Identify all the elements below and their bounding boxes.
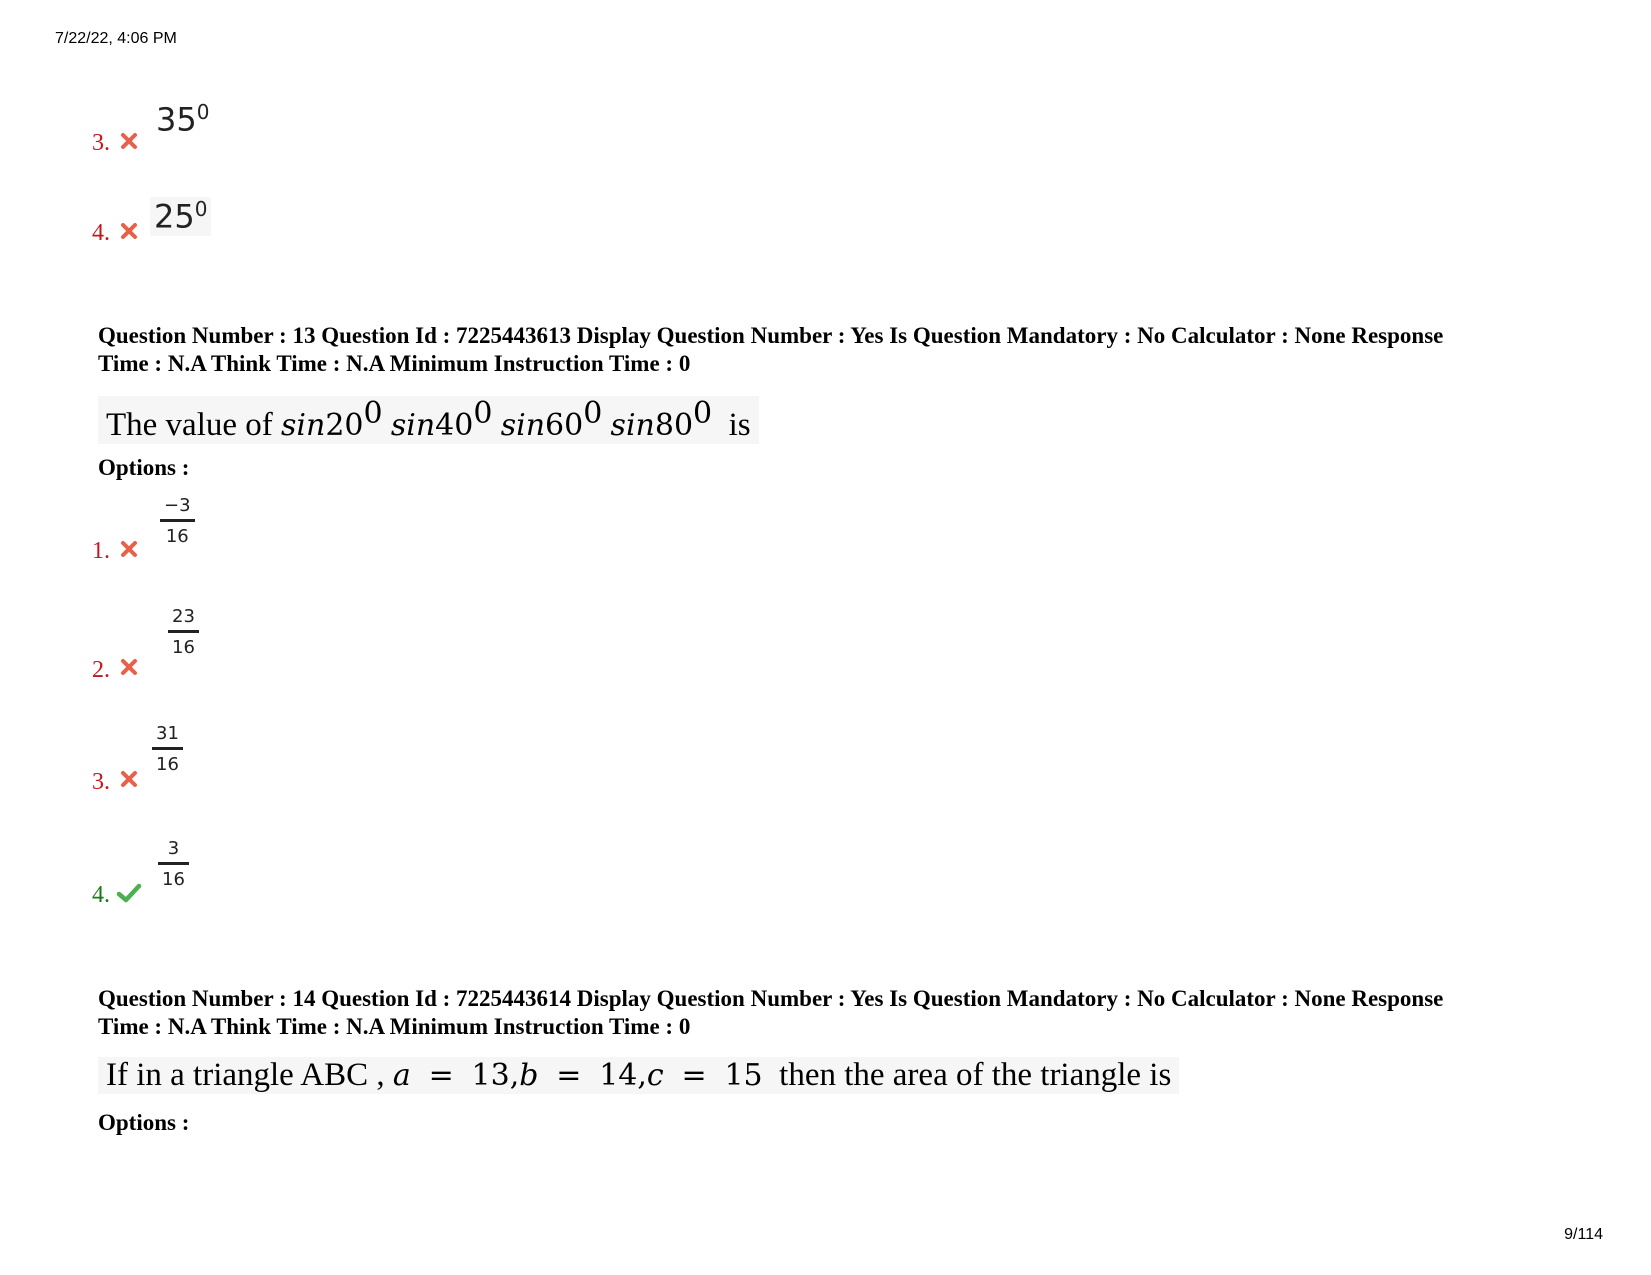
option-number: 4. [92,882,110,908]
option-answer: $35^0$ [156,100,210,139]
page-number: 9/114 [1564,1226,1603,1243]
question-text: If in a triangle ABC , a = 13,b = 14,c = 15 then the area of the triangle is [98,1057,1179,1094]
option-number: 2. [92,657,110,683]
question-header: Question Number : 14 Question Id : 7225443614 Display Question Number : Yes Is Question Mandatory : No Calculator : None Response Time : N.A Think Time : N.A Minimum Instruction Time : 0 [98,986,1444,1039]
cross-icon [118,130,140,152]
option-fraction: 3 16 [158,840,189,889]
question-header: Question Number : 13 Question Id : 7225443613 Display Question Number : Yes Is Question Mandatory : No Calculator : None Response Time : N.A Think Time : N.A Minimum Instruction Time : 0 [98,323,1444,376]
option-fraction: 31 16 [152,725,183,774]
option-number: 4. [92,220,110,246]
cross-icon [118,220,140,242]
options-label: Options : [98,1110,190,1135]
cross-icon [118,656,140,678]
option-number: 3. [92,769,110,795]
option-number: 3. [92,130,110,156]
cross-icon [118,768,140,790]
check-icon [116,882,142,904]
option-answer: $25^0$ [150,197,211,236]
option-fraction: 23 16 [168,608,199,657]
options-label: Options : [98,455,190,480]
cross-icon [118,538,140,560]
question-text: The value of $\sin 20^0$ $\sin 40^0$ $\sin 60^0$ $\sin 80^0$ is [98,396,759,444]
option-number: 1. [92,538,110,564]
option-fraction: −3 16 [160,497,195,546]
print-timestamp: 7/22/22, 4:06 PM [55,30,177,47]
